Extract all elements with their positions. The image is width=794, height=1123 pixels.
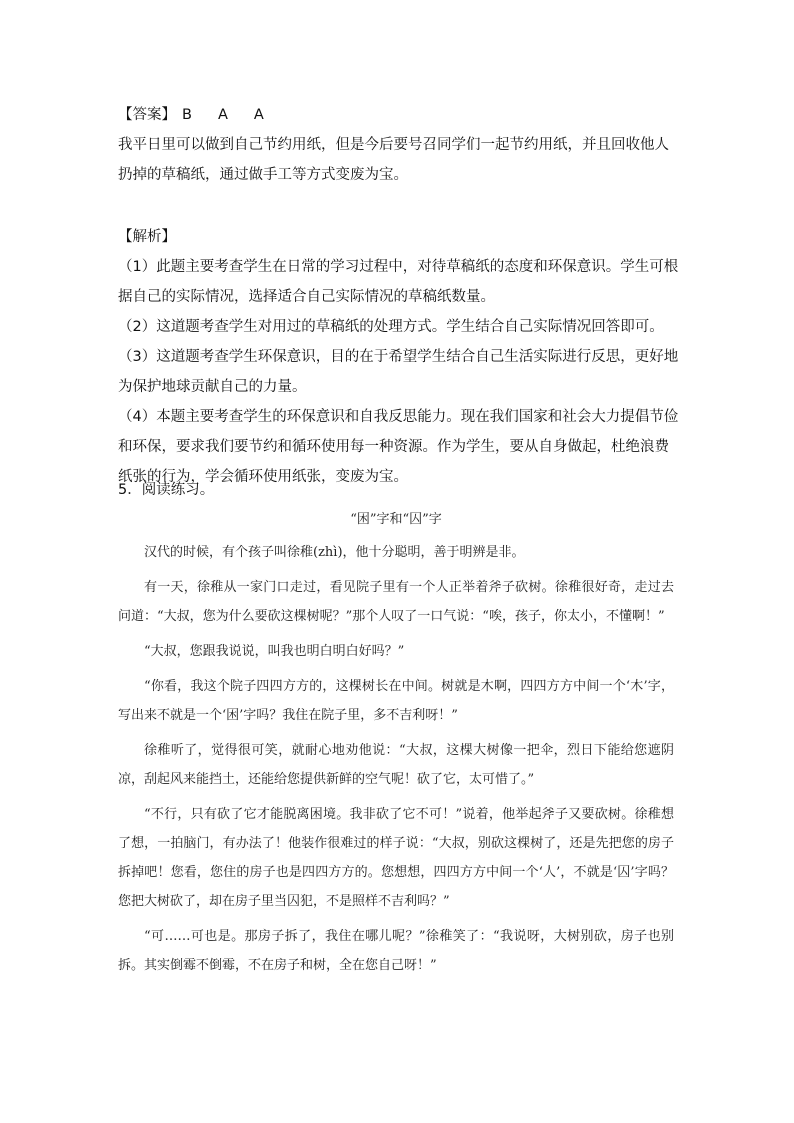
passage-paragraph-1: 汉代的时候，有个孩子叫徐稚(zhì)，他十分聪明，善于明辨是非。 — [144, 545, 525, 560]
answer-choice-3: A — [253, 107, 264, 123]
passage-paragraph-2: 有一天，徐稚从一家门口走过，看见院子里有一个人正举着斧子砍树。徐稚很好奇，走过去问道：“大叔，您为什么要砍这棵树呢？”那个人叹了一口气说：“唉，孩子，你太小，不懂啊！” — [118, 580, 674, 624]
passage-title: “困”字和“囚”字 — [350, 512, 442, 527]
answer-heading — [118, 100, 683, 130]
answer-section — [118, 100, 683, 190]
answer-tag: 【答案】 — [118, 107, 176, 123]
analysis-tag: 【解析】 — [118, 229, 176, 245]
analysis-item-1: （1）此题主要考查学生在日常的学习过程中，对待草稿纸的态度和环保意识。学生可根据自己的实际情况，选择适合自己实际情况的草稿纸数量。 — [118, 259, 679, 305]
passage-paragraph-4: “你看，我这个院子四四方方的，这棵树长在中间。树就是木啊，四四方方中间一个‘木’字，写出来不就是一个‘困’字吗？我住在院子里，多不吉利呀！” — [118, 679, 674, 723]
analysis-item-2: （2）这道题考查学生对用过的草稿纸的处理方式。学生结合自己实际情况回答即可。 — [118, 319, 664, 335]
passage-paragraph-5: 徐稚听了，觉得很可笑，就耐心地劝他说：“大叔，这棵大树像一把伞，烈日下能给您遮阴凉，刮起风来能挡土，还能给您提供新鲜的空气呢！砍了它，太可惜了。” — [118, 743, 674, 787]
analysis-item-4: （4）本题主要考查学生的环保意识和自我反思能力。现在我们国家和社会大力提倡节俭和环保，要求我们要节约和循环使用每一种资源。作为学生，要从自身做起，杜绝浪费纸张的行为，学会循环使用纸张，变废为宝。 — [118, 409, 679, 485]
answer-choice-2: A — [217, 107, 228, 123]
analysis-section — [118, 222, 683, 492]
passage-paragraph-6: “不行，只有砍了它才能脱离困境。我非砍了它不可！”说着，他举起斧子又要砍树。徐稚想了想，一拍脑门，有办法了！他装作很难过的样子说：“大叔，别砍这棵树了，还是先把您的房子拆掉吧！您看，您住的房子也是四四方方的。您想想，四四方方中间一个‘人’，不就是‘囚’字吗？您把大树砍了，却在房子里当囚犯，不是照样不吉利吗？” — [118, 807, 674, 909]
answer-text: 我平日里可以做到自己节约用纸，但是今后要号召同学们一起节约用纸，并且回收他人扔掉的草稿纸，通过做手工等方式变废为宝。 — [118, 137, 669, 183]
reading-passage — [118, 505, 674, 986]
passage-paragraph-3: “大叔，您跟我说说，叫我也明白明白好吗？” — [144, 644, 405, 659]
analysis-item-3: （3）这道题考查学生环保意识，目的在于希望学生结合自己生活实际进行反思，更好地为保护地球贡献自己的力量。 — [118, 349, 679, 395]
question-title: 5．阅读练习。 — [118, 482, 215, 498]
passage-paragraph-7: “可……可也是。那房子拆了，我住在哪儿呢？”徐稚笑了：“我说呀，大树别砍，房子也别拆。其实倒霉不倒霉，不在房子和树，全在您自己呀！” — [118, 929, 674, 973]
answer-choice-1: B — [182, 107, 192, 123]
